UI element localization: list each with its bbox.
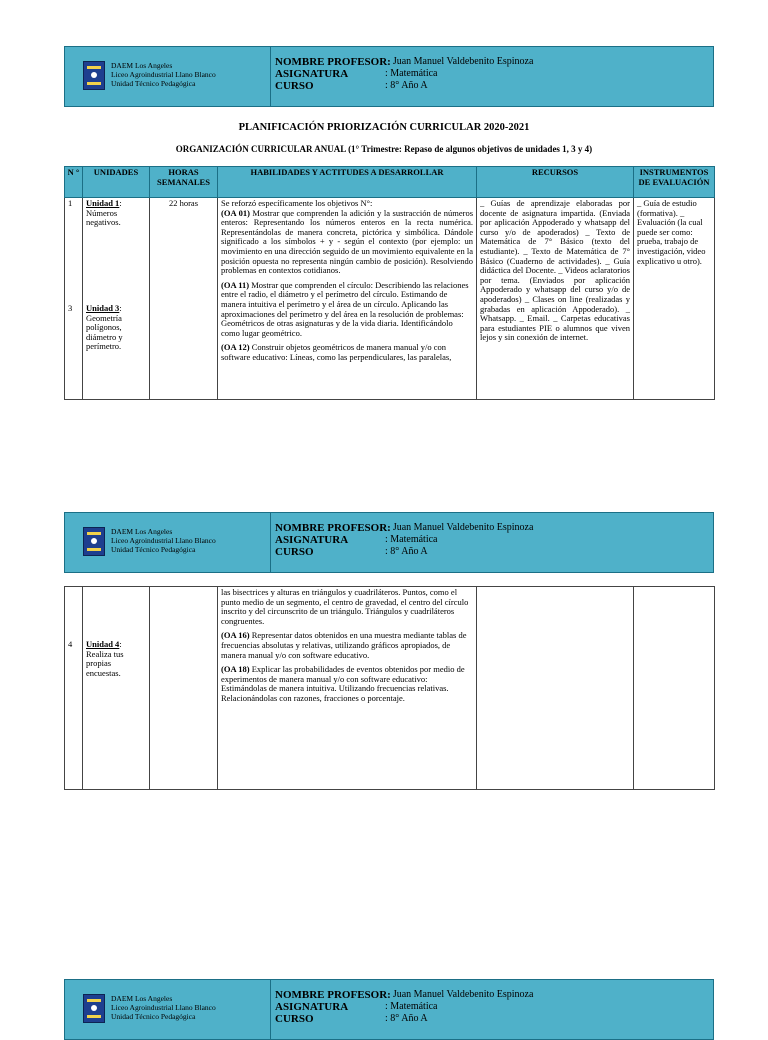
unit-desc: : Realiza tus propias encuestas. (86, 639, 124, 678)
objective-oa12 (221, 343, 473, 362)
profesor-value: Juan Manuel Valdebenito Espinoza (392, 989, 534, 1000)
course-info (275, 56, 533, 92)
curriculum-table-continued (64, 586, 715, 790)
page2-header (64, 512, 714, 573)
asignatura-label: ASIGNATURA (275, 68, 349, 80)
org-line: Liceo Agroindustrial Llano Blanco (111, 70, 216, 79)
asignatura-label: ASIGNATURA (275, 534, 349, 546)
profesor-value: Juan Manuel Valdebenito Espinoza (392, 56, 534, 67)
skills-cell (218, 587, 477, 790)
curso-label: CURSO (275, 546, 314, 558)
asignatura-value: : Matemática (385, 534, 438, 545)
objective-text: Mostrar que comprenden la adición y la sustracción de números enteros: Representando los números enteros en la recta numérica. Representándolas de manera concreta, pictórica y simbólica. Dándole significado a los símbolos + y - según el contexto (por ejemplo: un movimiento en una dirección seguido de un movimiento equivalente en la posición opuesta no representa ningún cambio de posición). Resolviendo problemas en contextos cotidianos. (221, 207, 473, 276)
org-line: DAEM Los Angeles (111, 527, 173, 536)
asignatura-value: : Matemática (385, 1001, 438, 1012)
curso-value: : 8° Año A (385, 1013, 428, 1024)
page-subtitle (0, 144, 768, 154)
subtitle-bold: ORGANIZACIÓN CURRICULAR ANUAL (1° Trimestre (175, 144, 399, 154)
resources-cell (477, 587, 634, 790)
objective-text: Mostrar que comprenden el círculo: Describiendo las relaciones entre el radio, el diámetro y el perímetro del círculo. Estimando de manera intuitiva el perímetro y el área de un círculo. Aplicando las aproximaciones del perímetro y del área en la resolución de problemas: Geométricos de otras asignaturas y de la vida diaria. Identificándolo como lugar geométrico. (221, 279, 469, 338)
subtitle-rest: : Repaso de algunos objetivos de unidades 1, 3 y 4) (398, 144, 593, 154)
institution-text (111, 527, 216, 554)
col-header-instruments: INSTRUMENTOS DE EVALUACIÓN (634, 167, 715, 198)
objective-code: (OA 12) (221, 342, 250, 353)
curso-label: CURSO (275, 1013, 314, 1025)
objective-code: (OA 01) (221, 207, 250, 218)
unit-cell (83, 587, 150, 790)
school-crest-icon (83, 527, 105, 556)
profesor-value: Juan Manuel Valdebenito Espinoza (392, 522, 534, 533)
page1-header (64, 46, 714, 107)
resources-text: _ Guías de aprendizaje elaboradas por docente de asignatura impartida. (Enviada por aplicación Appoderado y whatsapp del curso y/o de apoderados) _ Texto de Matemática de 7° Básico (texto del estudiante). _ Texto de Matemática de 7° Básico (Cuaderno de actividades). _ Guía didáctica del Docente. _ Videos aclaratorios por tema. (Enviados por aplicación Appoderado y whatsapp del curso y/o de apoderados) _ Clases on line (realizadas y grabadas en aplicación Appoderado). _ Whatsapp. _ Email. _ Carpetas educativas para estudiantes PIE o alumnos que viven lejos y sin conexión de internet. (480, 199, 630, 343)
table-row (65, 587, 715, 790)
unit-name: Unidad 4 (86, 639, 120, 649)
curso-value: : 8° Año A (385, 546, 428, 557)
hours-cell: 22 horas (150, 198, 218, 400)
profesor-label: NOMBRE PROFESOR: (275, 56, 391, 68)
unit-entry (86, 304, 146, 352)
objective-text: Representar datos obtenidos en una muestra mediante tablas de frecuencias absolutas y relativas, utilizando gráficos apropiados, de manera manual y/o con software educativo. (221, 630, 467, 660)
continued-text: las bisectrices y alturas en triángulos y cuadriláteros. Puntos, como el punto medio de un segmento, el centro de gravedad, el centro del círculo inscrito y del circunscrito de un triángulo. Triángulos y cuadriláteros congruentes. (221, 587, 469, 626)
institution-block (65, 513, 271, 572)
instruments-cell (634, 587, 715, 790)
org-line: Liceo Agroindustrial Llano Blanco (111, 536, 216, 545)
col-header-units: UNIDADES (83, 167, 150, 198)
intro-text: Se reforzó específicamente los objetivos N°: (221, 199, 373, 208)
page3-header (64, 979, 714, 1040)
table-row (65, 198, 715, 400)
institution-block (65, 47, 271, 106)
curso-label: CURSO (275, 80, 314, 92)
col-header-resources: RECURSOS (477, 167, 634, 198)
row-number-cell (65, 587, 83, 790)
row-number: 4 (68, 639, 73, 649)
objective-oa01 (221, 209, 473, 276)
unit-entry (86, 640, 146, 678)
objective-oa11 (221, 281, 473, 339)
instruments-cell: _ Guía de estudio (formativa). _ Evaluación (la cual puede ser como: prueba, trabajo de investigación, video explicativo u otro). (634, 198, 715, 400)
objective-code: (OA 11) (221, 279, 250, 290)
page-title: PLANIFICACIÓN PRIORIZACIÓN CURRICULAR 2020-2021 (238, 122, 530, 133)
unit-name: Unidad 3 (86, 303, 120, 313)
curso-value: : 8° Año A (385, 80, 428, 91)
school-crest-icon (83, 994, 105, 1023)
course-info (275, 989, 533, 1025)
profesor-label: NOMBRE PROFESOR: (275, 989, 391, 1001)
curriculum-table (64, 166, 715, 400)
asignatura-label: ASIGNATURA (275, 1001, 349, 1013)
objective-code: (OA 18) (221, 664, 250, 675)
row-number: 3 (68, 303, 73, 313)
school-crest-icon (83, 61, 105, 90)
hours-cell (150, 587, 218, 790)
institution-block (65, 980, 271, 1039)
resources-cell (477, 198, 634, 400)
profesor-label: NOMBRE PROFESOR: (275, 522, 391, 534)
col-header-skills: HABILIDADES Y ACTITUDES A DESARROLLAR (218, 167, 477, 198)
col-header-hours: HORAS SEMANALES (150, 167, 218, 198)
unit-desc: : Geometría polígonos, diámetro y perímetro. (86, 303, 123, 352)
unit-desc: : Números negativos. (86, 198, 122, 228)
objective-oa18 (221, 665, 473, 703)
row-number: 1 (68, 198, 73, 208)
org-line: Unidad Técnico Pedagógica (111, 79, 196, 88)
skills-cell (218, 198, 477, 400)
institution-text (111, 994, 216, 1021)
objective-text: Explicar las probabilidades de eventos obtenidos por medio de experimentos de manera manual y/o con software educativo: Estimándolas de manera intuitiva. Utilizando frecuencias relativas. Relacionándolas con razones, fracciones o porcentaje. (221, 664, 465, 703)
org-line: Liceo Agroindustrial Llano Blanco (111, 1003, 216, 1012)
col-header-num: N ° (65, 167, 83, 198)
org-line: Unidad Técnico Pedagógica (111, 545, 196, 554)
institution-text (111, 61, 216, 88)
asignatura-value: : Matemática (385, 68, 438, 79)
course-info (275, 522, 533, 558)
unit-name: Unidad 1 (86, 198, 120, 208)
objective-text: Construir objetos geométricos de manera manual y/o con software educativo: Líneas, como las perpendiculares, las paralelas, (221, 342, 452, 362)
org-line: DAEM Los Angeles (111, 994, 173, 1003)
row-number-cell (65, 198, 83, 400)
unit-cell (83, 198, 150, 400)
org-line: Unidad Técnico Pedagógica (111, 1012, 196, 1021)
org-line: DAEM Los Angeles (111, 61, 173, 70)
unit-entry (86, 199, 146, 304)
objective-code: (OA 16) (221, 630, 250, 641)
objective-oa16 (221, 631, 473, 660)
